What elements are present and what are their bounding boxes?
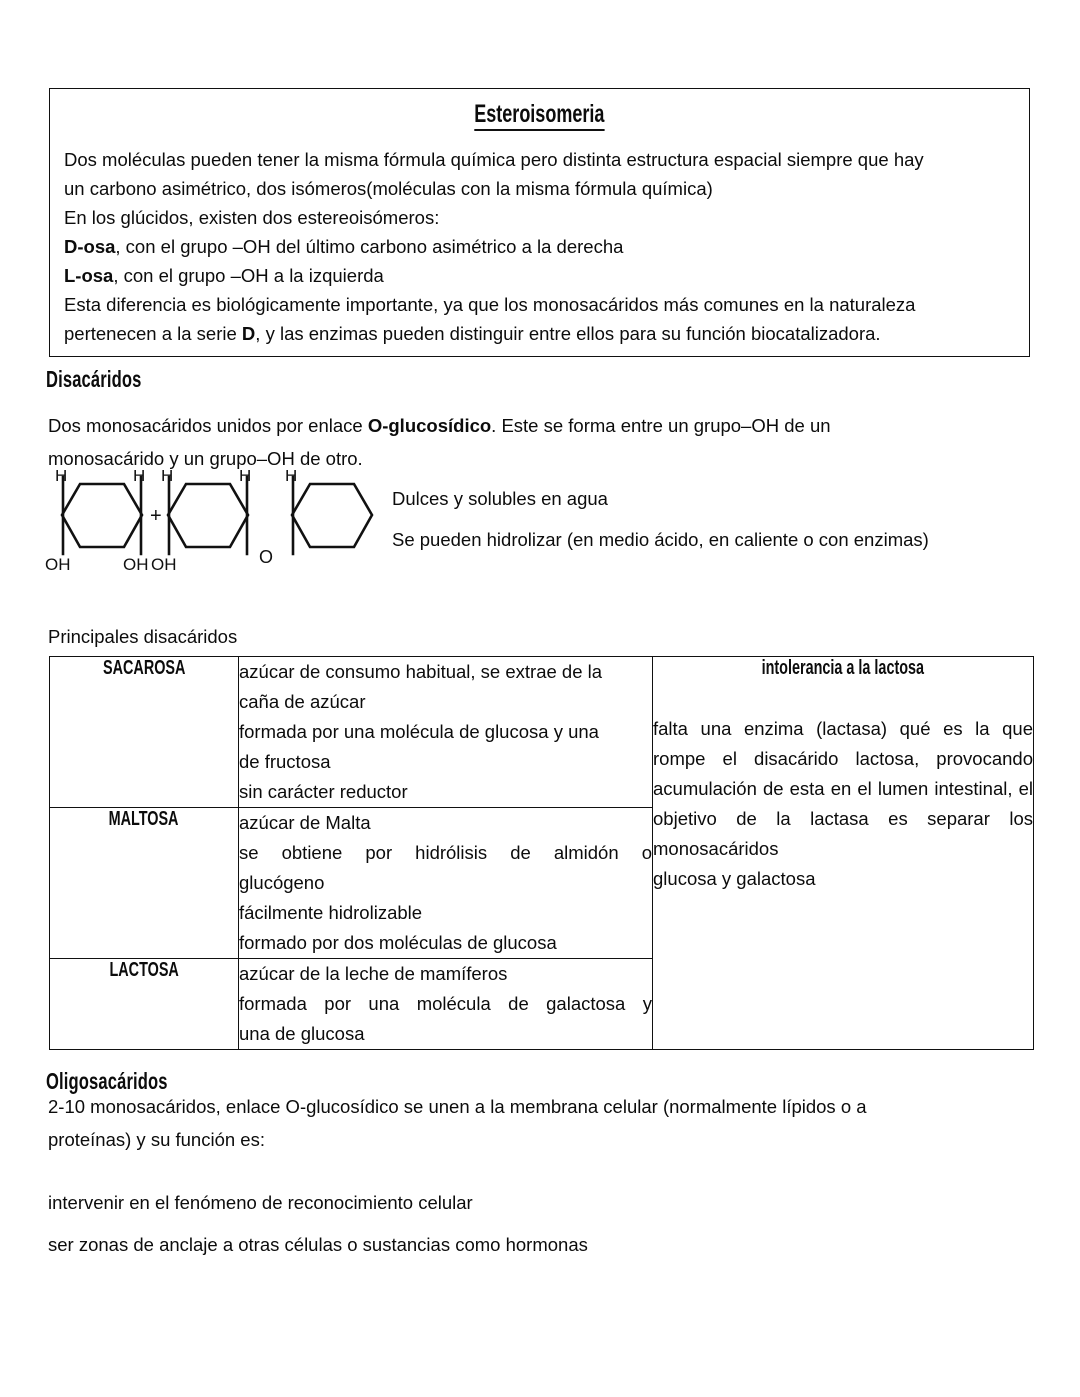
maltosa-line-5: formado por dos moléculas de glucosa <box>239 932 557 953</box>
maltosa-label: MALTOSA <box>109 808 179 830</box>
heading-oligosacaridos-text: Oligosacáridos <box>46 1068 168 1094</box>
lactosa-label: LACTOSA <box>109 959 179 981</box>
maltosa-line-2: se obtiene por hidrólisis de almidón o <box>239 842 652 863</box>
serie-post: , y las enzimas pueden distinguir entre ellos para su función biocatalizadora. <box>255 323 881 344</box>
oligosacaridos-paragraph <box>48 1090 1018 1156</box>
serie-pre: pertenecen a la serie <box>64 323 242 344</box>
hexagon-1 <box>62 484 142 547</box>
l-osa-label: L-osa <box>64 265 114 286</box>
cell-intolerancia <box>653 657 1034 1050</box>
note-hidrolizar: Se pueden hidrolizar (en medio ácido, en caliente o con enzimas) <box>392 529 929 550</box>
h-label-2: H <box>133 470 146 485</box>
esteroisomeria-box <box>49 88 1030 357</box>
box-line-1: Dos moléculas pueden tener la misma fórmula química pero distinta estructura espacial siempre que hay <box>64 149 924 170</box>
box-title-text: Esteroisomeria <box>474 99 604 131</box>
plus-sign: + <box>150 505 162 527</box>
hexagon-2 <box>168 484 248 547</box>
intolerancia-title-text: intolerancia a la lactosa <box>761 657 925 679</box>
intolerancia-body: falta una enzima (lactasa) qué es la que rompe el disacárido lactosa, provocando acumulación de esta en el lumen intestinal, el objetivo de la lactasa es separar los monosacáridos <box>653 718 1033 859</box>
intolerancia-title <box>653 657 1033 680</box>
sacarosa-line-5: sin carácter reductor <box>239 781 408 802</box>
maltosa-line-3: glucógeno <box>239 872 325 893</box>
oh-label-2: OH <box>123 555 149 574</box>
note-dulces: Dulces y solubles en agua <box>392 488 608 509</box>
maltosa-line-1: azúcar de Malta <box>239 812 371 833</box>
box-line-3: En los glúcidos, existen dos estereoisómeros: <box>64 207 440 228</box>
oligo-line-2: proteínas) y su función es: <box>48 1129 265 1150</box>
intro-post: . Este se forma entre un grupo–OH de un <box>491 415 831 436</box>
o-glucosidico-label: O-glucosídico <box>367 415 492 436</box>
glycosidic-bond-diagram <box>44 470 384 585</box>
heading-disacaridos <box>46 366 179 392</box>
sacarosa-line-1: azúcar de consumo habitual, se extrae de la <box>239 661 603 682</box>
molecule-svg <box>44 470 384 585</box>
o-label: O <box>259 547 274 567</box>
lactosa-line-2: formada por una molécula de galactosa y <box>239 993 652 1014</box>
disacaridos-intro <box>48 409 1008 475</box>
oh-label-1: OH <box>45 555 71 574</box>
d-osa-text: , con el grupo –OH del último carbono asimétrico a la derecha <box>115 236 624 257</box>
box-line-4 <box>64 232 1019 261</box>
intolerancia-body-lastline: glucosa y galactosa <box>653 868 816 889</box>
lactosa-line-1: azúcar de la leche de mamíferos <box>239 963 508 984</box>
box-line-7 <box>64 319 1019 348</box>
h-label-1: H <box>55 470 68 485</box>
h-label-4: H <box>239 470 252 485</box>
box-line-2: un carbono asimétrico, dos isómeros(moléculas con la misma fórmula química) <box>64 178 713 199</box>
oligosacaridos-bullet-1: intervenir en el fenómeno de reconocimiento celular <box>48 1192 473 1213</box>
serie-d: D <box>241 323 256 344</box>
cell-desc-lactosa <box>239 959 653 1050</box>
cell-name-sacarosa <box>50 657 239 808</box>
table-row <box>50 657 1034 808</box>
cell-desc-maltosa <box>239 808 653 959</box>
h-label-3: H <box>161 470 174 485</box>
intro-pre: Dos monosacáridos unidos por enlace <box>48 415 368 436</box>
maltosa-line-4: fácilmente hidrolizable <box>239 902 423 923</box>
box-body <box>58 145 1021 348</box>
oligosacaridos-bullet-2: ser zonas de anclaje a otras células o sustancias como hormonas <box>48 1234 588 1255</box>
hexagon-3 <box>292 484 372 547</box>
disacaridos-table <box>49 656 1034 1050</box>
box-line-5 <box>64 261 1019 290</box>
disacaridos-intro-line1 <box>48 409 1008 442</box>
oh-label-3: OH <box>151 555 177 574</box>
heading-disacaridos-text: Disacáridos <box>46 366 142 392</box>
oligo-line-1: 2-10 monosacáridos, enlace O-glucosídico se unen a la membrana celular (normalmente lípidos o a <box>48 1096 867 1117</box>
table-caption: Principales disacáridos <box>48 626 238 647</box>
disacaridos-intro-line2: monosacárido y un grupo–OH de otro. <box>48 448 363 469</box>
sacarosa-label: SACAROSA <box>102 657 186 679</box>
lactosa-line-3: una de glucosa <box>239 1023 365 1044</box>
h-label-5: H <box>285 470 298 485</box>
l-osa-text: , con el grupo –OH a la izquierda <box>113 265 384 286</box>
cell-desc-sacarosa <box>239 657 653 808</box>
sacarosa-line-4: de fructosa <box>239 751 331 772</box>
sacarosa-line-2: caña de azúcar <box>239 691 366 712</box>
sacarosa-line-3: formada por una molécula de glucosa y una <box>239 721 599 742</box>
cell-name-maltosa <box>50 808 239 959</box>
d-osa-label: D-osa <box>64 236 116 257</box>
box-title <box>58 99 1021 131</box>
box-line-6: Esta diferencia es biológicamente importante, ya que los monosacáridos más comunes en la naturaleza <box>64 294 916 315</box>
cell-name-lactosa <box>50 959 239 1050</box>
